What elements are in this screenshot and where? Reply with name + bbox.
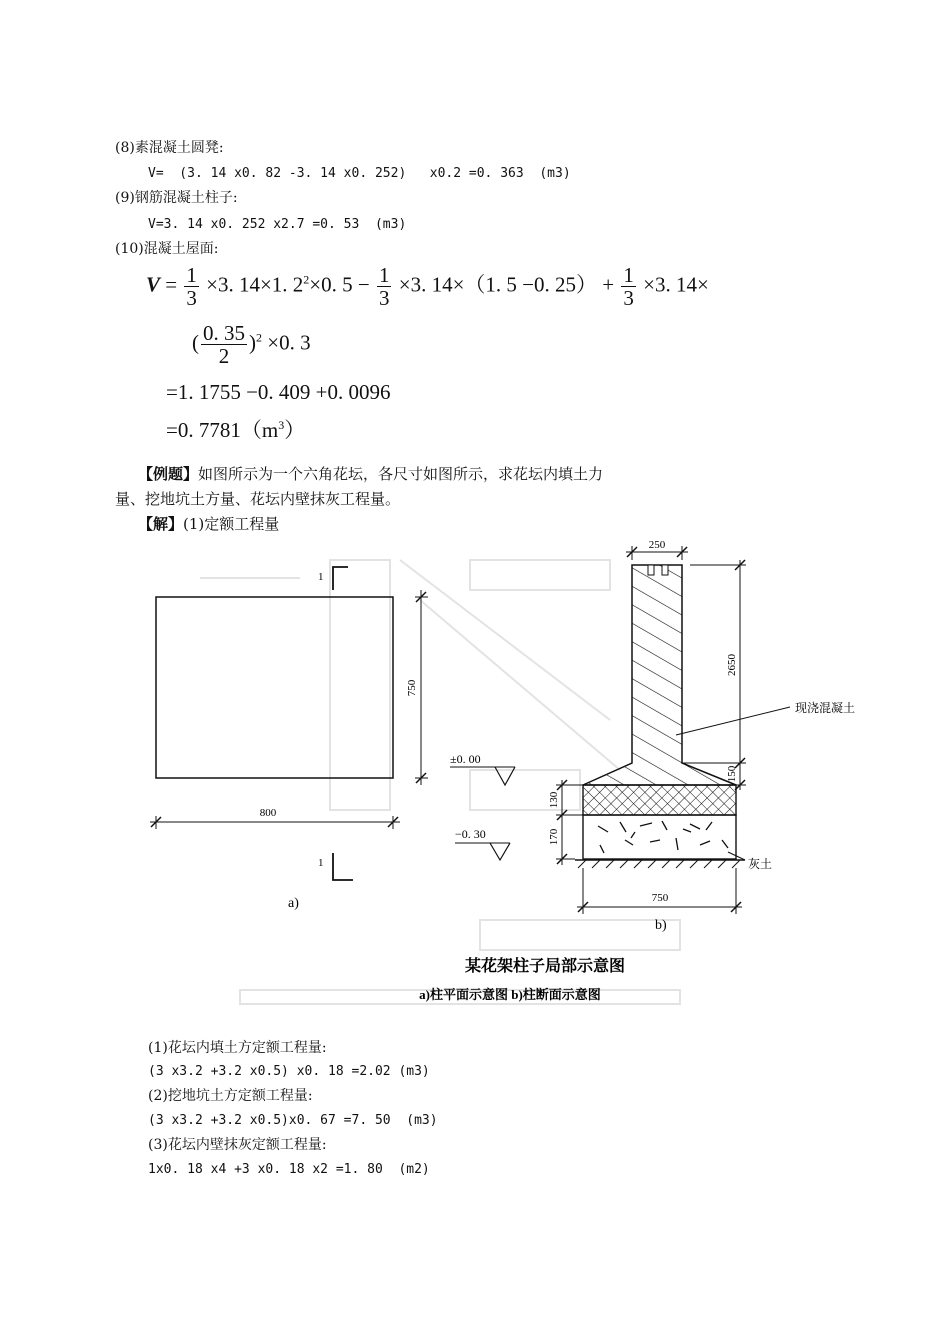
result-1-title: (1)花坛内填土方定额工程量: (148, 1040, 327, 1056)
fraction-one-third: $\frac{1}{3}$ (623, 263, 634, 310)
concrete-base-layer (583, 785, 736, 815)
result-3-title: (3)花坛内壁抹灰定额工程量: (148, 1137, 327, 1153)
dim-750-plan: 750 (406, 679, 418, 697)
roof-formula-line-3: =1. 1755 −0. 409 +0. 0096 (166, 380, 391, 404)
math-equals: = (165, 272, 178, 297)
example-paragraph-line-1: 【例题】如图所示为一个六角花坛，各尺寸如图所示，求花坛内填土力 (138, 465, 604, 483)
dim-250: 250 (648, 539, 666, 551)
math-term-3: ×3. 14× (643, 272, 709, 297)
solution-heading: 【解】(1)定额工程量 (138, 515, 280, 533)
solution-label: 【解】 (138, 515, 184, 533)
fraction-one-third: $\frac{1}{3}$ (186, 263, 197, 310)
fraction-035-2: $\frac{0. 35}{2}$ (203, 321, 245, 368)
dim-130: 130 (548, 791, 560, 809)
result-1-formula: (3 x3.2 +3.2 x0.5) x0. 18 =2.02 (m3) (148, 1064, 430, 1079)
dim-150: 150 (726, 765, 738, 783)
label-b: b) (655, 918, 667, 933)
callout-cast-concrete: 现浇混凝土 (795, 701, 856, 715)
section-9-title: (9)钢筋混凝土柱子: (115, 190, 238, 206)
dim-2650: 2650 (726, 654, 738, 676)
math-paren-close: ) (249, 330, 256, 355)
column-plan-rectangle (156, 597, 393, 778)
dim-800: 800 (259, 807, 277, 819)
fraction-one-third: $\frac{1}{3}$ (378, 263, 390, 310)
lime-soil-layer (583, 815, 736, 859)
math-square: 2 (256, 330, 262, 345)
math-exponent: 2 (303, 272, 310, 287)
section-8-formula: V= (3. 14 x0. 82 -3. 14 x0. 252) x0.2 =0. 363 (m3) (148, 166, 571, 181)
column-shaft (583, 565, 736, 785)
math-paren-open: ( (192, 330, 199, 355)
example-paragraph-line-2: 量、挖地坑土方量、花坛内壁抹灰工程量。 (115, 490, 401, 508)
example-label: 【例题】 (138, 465, 199, 483)
elevation-030: −0. 30 (455, 827, 486, 841)
dim-750-section: 750 (651, 892, 669, 904)
section-mark-bottom: 1 (318, 857, 324, 869)
roof-formula-line-4: =0. $7781(m^3)$ (166, 418, 306, 442)
result-3-formula: 1x0. 18 x4 +3 x0. 18 x2 =1. 80 (m2) (148, 1162, 430, 1177)
section-9-formula: V=3. 14 x0. 252 x2.7 =0. 53 (m3) (148, 217, 407, 232)
callout-lime-soil: 灰土 (748, 857, 773, 871)
dim-170: 170 (548, 828, 560, 846)
section-10-title: (10)混凝土屋面: (115, 241, 219, 257)
result-2-formula: (3 x3.2 +3.2 x0.5)x0. 67 =7. 50 (m3) (148, 1113, 438, 1128)
math-variable-v: V (146, 272, 161, 297)
math-term-2: ×3. 14×（1. 5 −0. 25） + (398, 272, 615, 297)
elevation-000: ±0. 00 (450, 752, 481, 766)
figure-title: 某花架柱子局部示意图 (464, 958, 626, 975)
result-2-title: (2)挖地坑土方定额工程量: (148, 1088, 313, 1104)
math-term-4: ×0. 3 (267, 330, 311, 355)
math-term-1b: ×0. 5 − (309, 272, 370, 297)
figure-subtitle: a)柱平面示意图 b)柱断面示意图 (419, 987, 601, 1002)
math-term-1: ×3. 14×1. 2 (206, 272, 304, 297)
section-8-title: (8)素混凝土圆凳: (115, 140, 224, 156)
section-mark-top: 1 (318, 571, 324, 583)
label-a: a) (288, 896, 299, 911)
